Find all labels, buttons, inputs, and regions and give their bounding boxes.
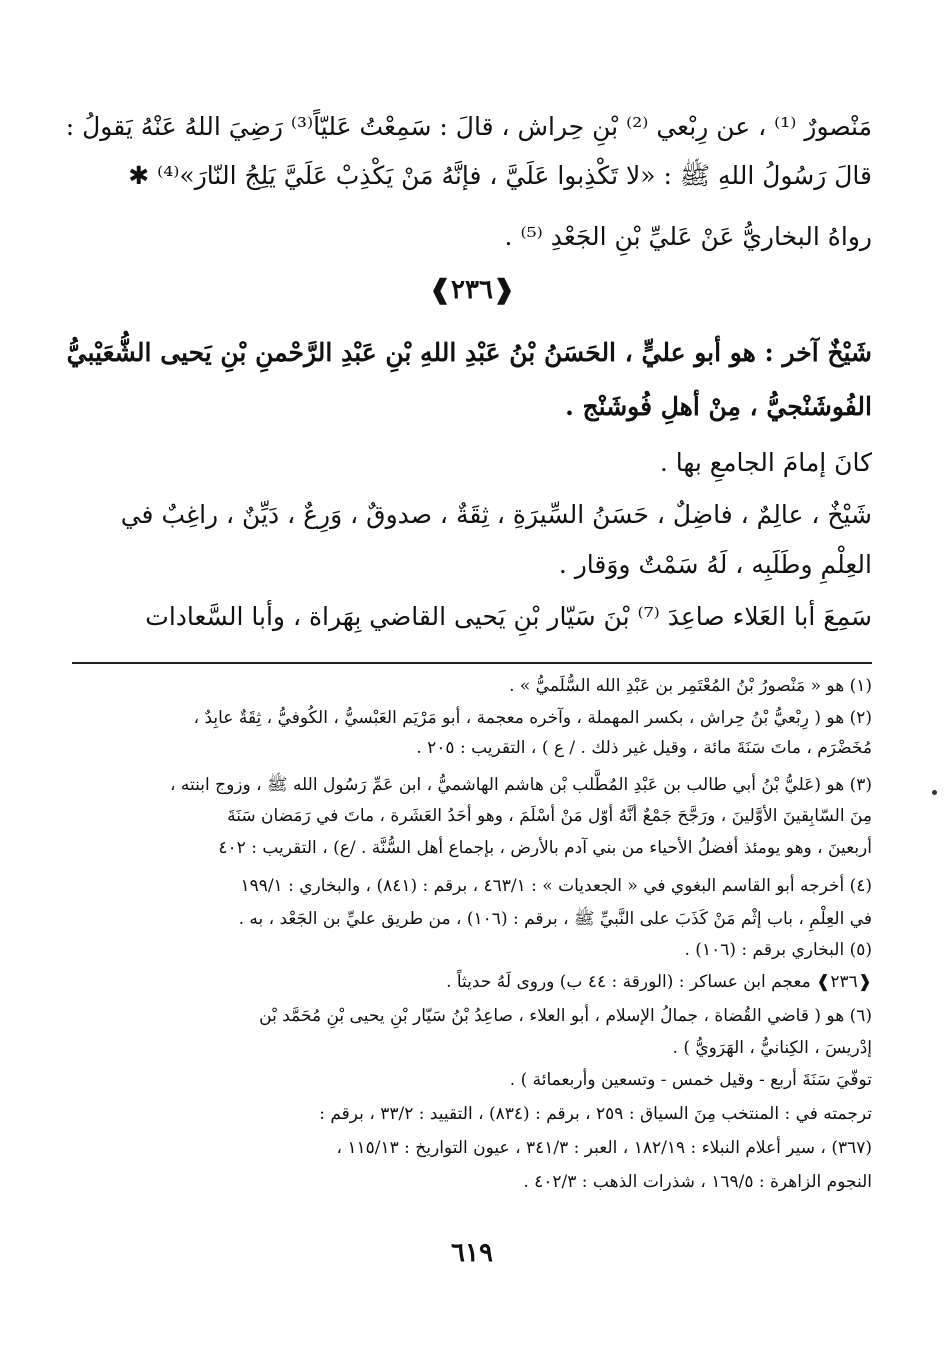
footnote: توفّيَ سَنَةَ أربع - وقيل خمس - وتسعين وأربعمائة ) .	[509, 1070, 872, 1090]
footnote: (٦) هو ( قاضي القُضاة ، جمالُ الإسلام ، أبو العلاء ، صاعِدُ بْنُ سَيّار بْنِ يحيى بْنِ مُحَمَّد بْن	[259, 1006, 872, 1026]
footnote: إدْريسَ ، الكِنانيُّ ، الهَرَويُّ ) .	[672, 1038, 872, 1058]
footnote: أربعينَ ، وهو يومئذ أفضلُ الأحياء من بني آدم بالأرض ، بإجماع أهل السُّنَّة . /ع) ، التقريب : ٤٠٢	[218, 838, 872, 858]
text-line: مَنْصورٌ ⁽¹⁾ ، عن رِبْعي ⁽²⁾ بْنِ حِراش ، قالَ : سَمِعْتُ عَليّاً⁽³⁾ رَضِيَ اللهُ عَنْهُ يَقولُ :	[65, 112, 872, 141]
text-line: رواهُ البخاريُّ عَنْ عَليِّ بْنِ الجَعْدِ ⁽⁵⁾ .	[504, 222, 872, 251]
entry-title-line: شَيْخٌ آخر : هو أبو عليٍّ ، الحَسَنُ بْنُ عَبْدِ اللهِ بْنِ عَبْدِ الرَّحْمنِ بْنِ يَحيى الشُّعَيْبيُّ	[66, 338, 872, 367]
text-line: كانَ إمامَ الجامعِ بها .	[659, 448, 872, 477]
text-line: قالَ رَسُولُ اللهِ ﷺ : «لا تَكْذِبوا عَلَيَّ ، فإنَّهُ مَنْ يَكْذِبْ عَلَيَّ يَلِجُ النّارَ»⁽⁴⁾ ✱	[128, 161, 872, 190]
text-line: العِلْمِ وطَلَبِه ، لَهُ سَمْتٌ ووَقار .	[558, 550, 872, 579]
footnote: في العِلْمِ ، باب إثْم مَنْ كَذَبَ على النَّبيِّ ﷺ ، برقم : (١٠٦) ، من طريق عليِّ بن الجَعْد ، به .	[238, 909, 872, 929]
page-number: ٦١٩	[451, 1238, 493, 1268]
footnote: (٤) أخرجه أبو القاسم البغوي في « الجعديات » : ٤٦٣/١ ، برقم : (٨٤١) ، والبخاري : ١٩٩/١	[240, 876, 872, 896]
footnote-divider	[72, 662, 872, 664]
footnote: (٥) البخاري برقم : (١٠٦) .	[684, 940, 872, 960]
scan-speck	[932, 790, 937, 795]
footnote: مِنَ السّابِقينَ الأوَّلينَ ، ورَجَّحَ جَمْعٌ أنَّهُ أوّل مَنْ أسْلَمَ ، وهو أحَدُ العَشَرة ، ماتَ في رَمَضان سَنَةَ	[227, 806, 872, 826]
entry-title-line: الفُوشَنْجيُّ ، مِنْ أهلِ فُوشَنْج .	[565, 392, 872, 421]
footnote: ترجمته في : المنتخب مِنَ السياق : ٢٥٩ ، برقم : (٨٣٤) ، التقييد : ٣٣/٢ ، برقم :	[319, 1104, 872, 1124]
text-line: سَمِعَ أبا العَلاء صاعِدَ ⁽⁷⁾ بْنَ سَيّار بْنِ يَحيى القاضي بِهَراة ، وأبا السَّعادات	[145, 602, 872, 631]
footnote: مُخَضْرَم ، ماتَ سَنَةَ مائة ، وقيل غير ذلك . / ع ) ، التقريب : ٢٠٥ .	[416, 738, 872, 758]
footnote: ❰٢٣٦❱ معجم ابن عساكر : (الورقة : ٤٤ ب) وروى لَهُ حديثاً .	[446, 972, 872, 992]
footnote: (٣) هو (عَليُّ بْنُ أبي طالب بن عَبْدِ المُطَّلب بْن هاشم الهاشميُّ ، ابن عَمِّ رَسُول الله ﷺ ، وزوج ابنته ،	[169, 775, 872, 795]
text-line: شَيْخٌ ، عالِمٌ ، فاضِلٌ ، حَسَنُ السِّيرَةِ ، ثِقَةٌ ، صدوقٌ ، وَرِعٌ ، دَيِّنٌ ، راغِبٌ في	[120, 500, 872, 529]
footnote: النجوم الزاهرة : ١٦٩/٥ ، شذرات الذهب : ٤٠٢/٣ .	[523, 1172, 872, 1192]
footnote: (٣٦٧) ، سير أعلام النبلاء : ١٨٢/١٩ ، العبر : ٣٤١/٣ ، عيون التواريخ : ١١٥/١٣ ،	[336, 1138, 872, 1158]
entry-number: ❰٢٣٦❱	[429, 275, 515, 305]
footnote: (١) هو « مَنْصورُ بْنُ المُعْتَمِر بن عَبْدِ الله السُّلَميُّ » .	[509, 676, 872, 696]
footnote: (٢) هو ( رِبْعيُّ بْنُ حِراش ، بكسر المهملة ، وآخره معجمة ، أبو مَرْيَم العَبْسيُّ ، الكُوفيُّ ، ثِقَةٌ عابِدٌ ،	[193, 708, 872, 728]
